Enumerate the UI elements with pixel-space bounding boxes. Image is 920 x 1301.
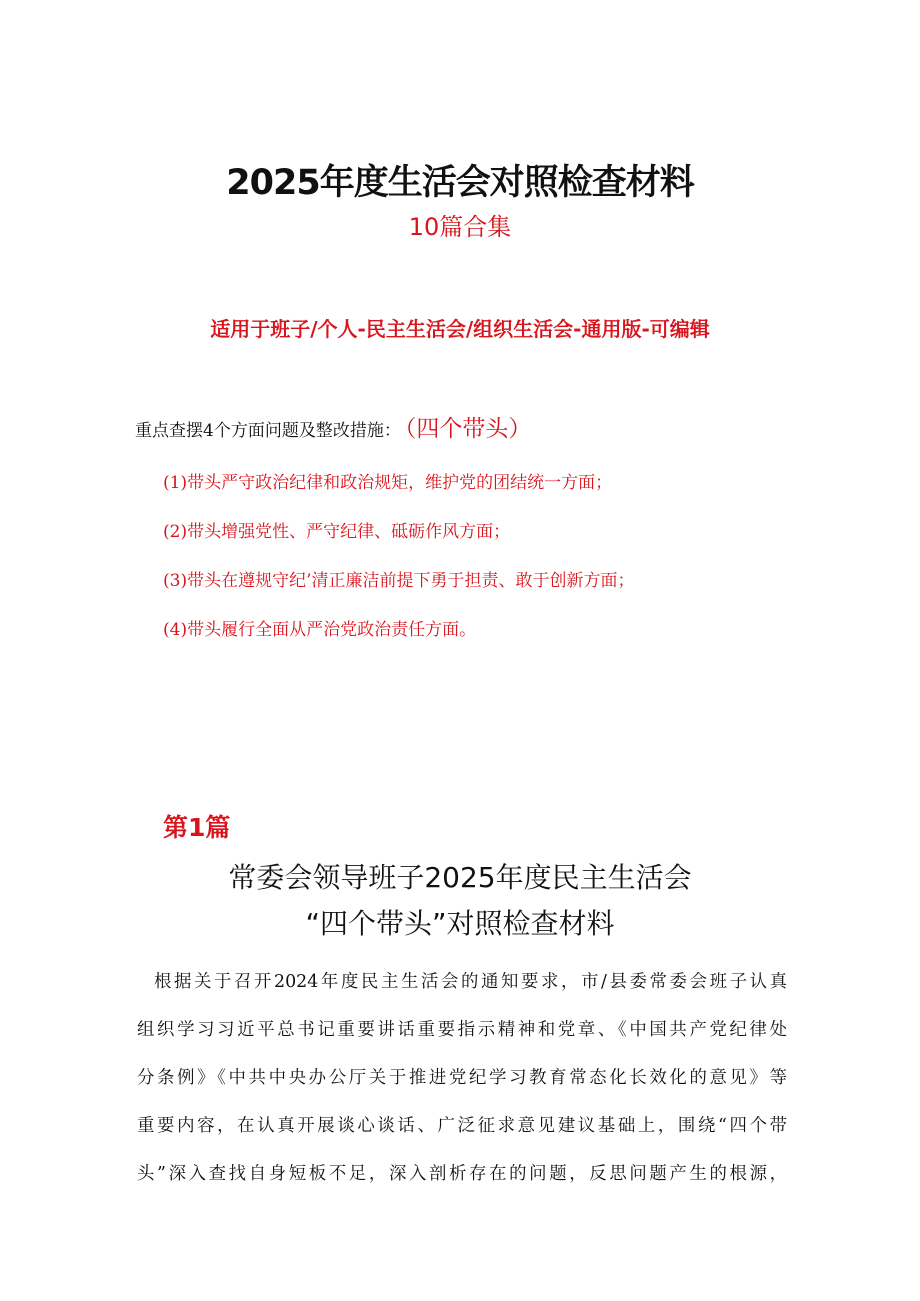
body-line-4: 重要内容，在认真开展谈心谈话、广泛征求意见建议基础上，围绕“四个带 xyxy=(137,1116,787,1136)
body-line-5: 头”深入查找自身短板不足，深入剖析存在的问题，反思问题产生的根源， xyxy=(137,1164,787,1184)
issue-item-2: (2)带头增强党性、严守纪律、砥砺作风方面； xyxy=(163,522,511,542)
body-line-2: 组织学习习近平总书记重要讲话重要指示精神和党章、《中国共产党纪律处 xyxy=(137,1020,787,1040)
article-body xyxy=(137,958,787,1198)
issue-item-1: (1)带头严守政治纪律和政治规矩，维护党的团结统一方面； xyxy=(163,473,613,493)
issue-list xyxy=(163,466,634,662)
article-title-line-2: “四个带头”对照检查材料 xyxy=(305,907,615,940)
key-issues-intro-text: 重点查摆4个方面问题及整改措施： xyxy=(135,421,401,441)
applicability-note: 适用于班子/个人-民主生活会/组织生活会-通用版-可编辑 xyxy=(210,317,710,341)
body-line-1: 根据关于召开2024年度民主生活会的通知要求，市/县委常委会班子认真 xyxy=(154,972,787,992)
document-title: 2025年度生活会对照检查材料 xyxy=(226,163,694,204)
body-line-3: 分条例》《中共中央办公厅关于推进党纪学习教育常态化长效化的意见》等 xyxy=(137,1068,787,1088)
article-title-line-1: 常委会领导班子2025年度民主生活会 xyxy=(228,861,692,894)
document-subtitle: 10篇合集 xyxy=(408,213,512,241)
section-label: 第1篇 xyxy=(163,813,231,842)
four-leads-tag: （四个带头） xyxy=(404,416,532,442)
issue-item-3: (3)带头在遵规守纪’清正廉洁前提下勇于担责、敢于创新方面； xyxy=(163,571,635,591)
key-issues-intro xyxy=(135,412,531,448)
issue-item-4: (4)带头履行全面从严治党政治责任方面。 xyxy=(163,620,477,640)
